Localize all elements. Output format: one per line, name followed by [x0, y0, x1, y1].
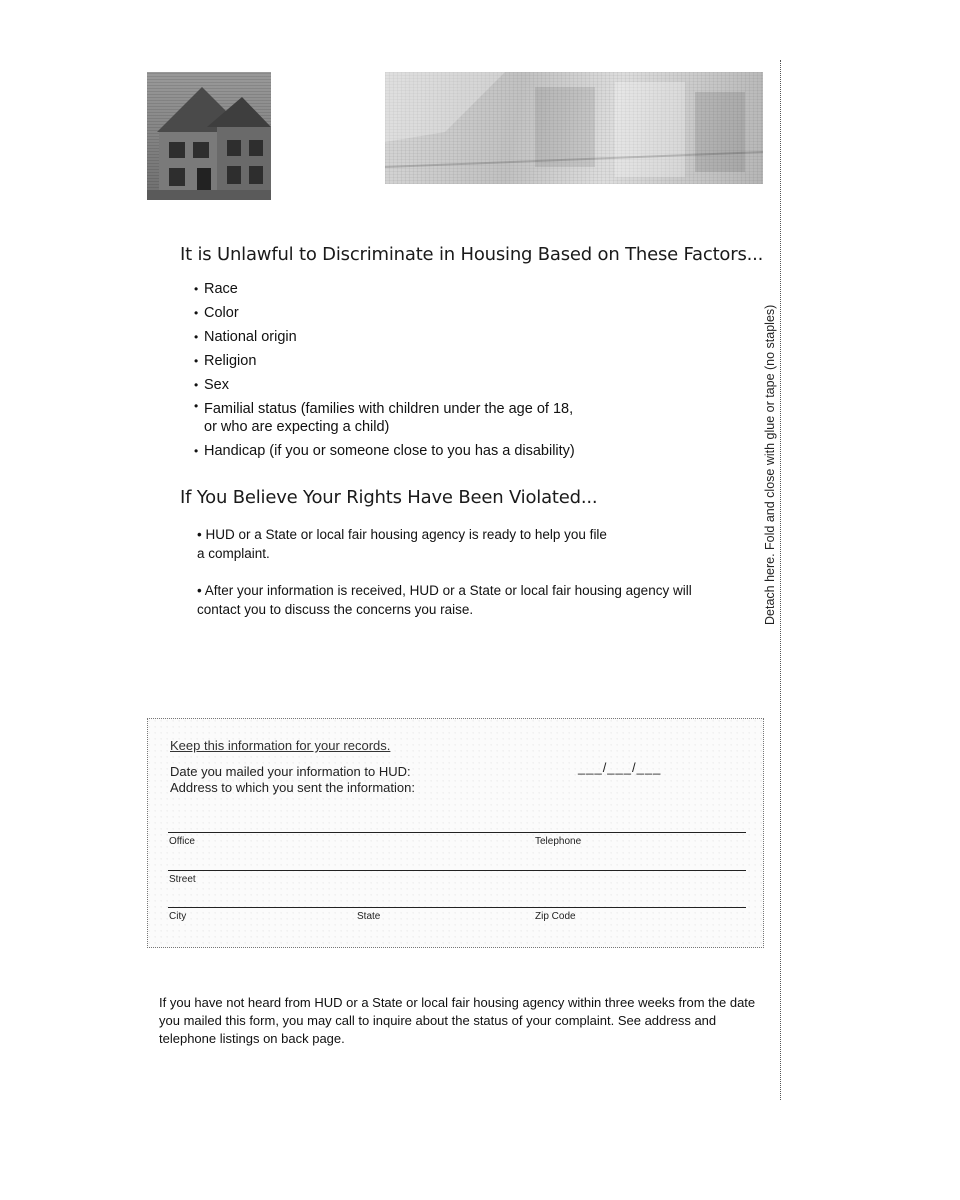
detach-line — [780, 60, 781, 1100]
follow-up-note: If you have not heard from HUD or a State or local fair housing agency within three weeks from the date you mailed this form, you may call to inquire about the status of your complaint. See address and telephone listings on back page. — [159, 995, 756, 1046]
factors-heading: It is Unlawful to Discriminate in Housing Based on These Factors... — [180, 244, 764, 265]
state-label: State — [357, 911, 381, 922]
street-line[interactable] — [168, 870, 746, 871]
factors-list — [194, 277, 614, 463]
zip-label: Zip Code — [535, 911, 576, 922]
detach-note-text: Detach here. Fold and close with glue or tape (no staples) — [763, 304, 777, 625]
list-item: • Handicap (if you or someone close to you has a disability) — [194, 439, 614, 463]
rights-heading: If You Believe Your Rights Have Been Violated... — [180, 487, 598, 508]
street-label: Street — [169, 874, 196, 885]
list-item: • Color — [194, 301, 614, 325]
keep-records-note: Keep this information for your records. — [170, 738, 391, 753]
interior-photo — [385, 72, 763, 184]
office-line[interactable] — [168, 832, 746, 833]
city-label: City — [169, 911, 187, 922]
office-label: Office — [169, 836, 195, 847]
date-mailed-label: Date you mailed your information to HUD: — [170, 764, 411, 779]
rights-point-text: HUD or a State or local fair housing agency is ready to help you file a complaint. — [197, 527, 607, 561]
telephone-label: Telephone — [535, 836, 582, 847]
address-sent-label: Address to which you sent the information: — [170, 780, 415, 795]
house-illustration — [147, 72, 271, 200]
list-item: • National origin — [194, 325, 614, 349]
date-mailed-field[interactable]: ___/___/___ — [578, 760, 662, 775]
bullet: • — [197, 583, 205, 598]
rights-point-text: After your information is received, HUD or a State or local fair housing agency will contact you to discuss the concerns you raise. — [197, 583, 692, 617]
bullet: • — [197, 527, 206, 542]
interior-illustration — [385, 72, 763, 184]
list-item: • Familial status (families with children under the age of 18, or who are expecting a child) — [194, 397, 584, 439]
rights-point-2 — [197, 581, 727, 619]
list-item: • Religion — [194, 349, 614, 373]
house-photo — [147, 72, 271, 200]
list-item: • Race — [194, 277, 614, 301]
list-item: • Sex — [194, 373, 614, 397]
rights-point-1 — [197, 525, 617, 563]
city-line[interactable] — [168, 907, 746, 908]
